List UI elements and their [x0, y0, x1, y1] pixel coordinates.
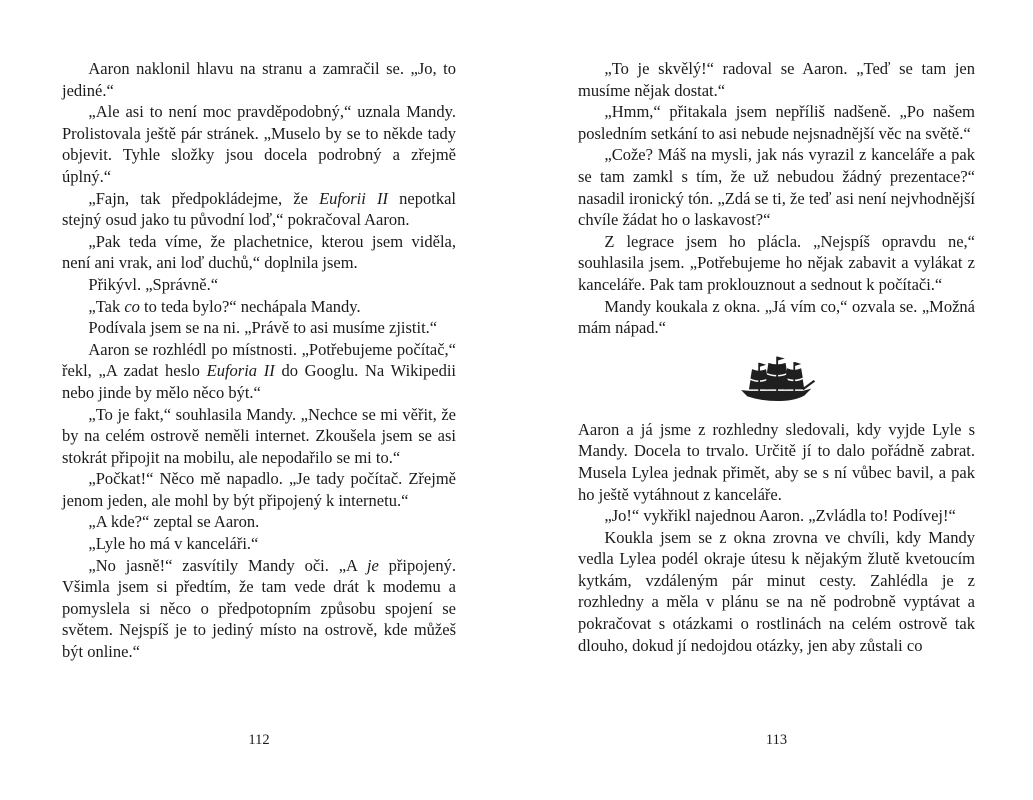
text-segment: „Pak teda víme, že plachetnice, kterou jsem viděla, není ani vrak, ani loď duchů,“ doplnila jsem. [62, 231, 456, 273]
right-page [578, 58, 975, 656]
paragraph [578, 144, 975, 230]
text-segment: do Googlu. Na Wikipedii nebo jinde by mělo něco být.“ [62, 361, 456, 402]
text-segment: „No jasně!“ zasvítily Mandy oči. „A [88, 555, 367, 575]
italic-text-segment: Euforia II [206, 361, 275, 381]
paragraph [62, 231, 456, 274]
text-segment: „A kde?“ zeptal se Aaron. [88, 512, 260, 532]
left-page [62, 58, 456, 663]
paragraph [578, 505, 975, 527]
left-page-number: 112 [248, 732, 270, 748]
paragraph [62, 533, 456, 555]
paragraph [62, 317, 456, 339]
right-page-text-top [578, 58, 975, 339]
paragraph [62, 339, 456, 404]
sailing-ship-icon [738, 355, 816, 405]
paragraph [578, 527, 975, 657]
right-page-number: 113 [765, 732, 788, 748]
text-segment: „Hmm,“ přitakala jsem nepříliš nadšeně. „Po našem posledním setkání to asi nebude nejsnadnější věc na světě.“ [578, 102, 975, 143]
text-segment: „Lyle ho má v kanceláři.“ [88, 534, 259, 554]
text-segment: Aaron naklonil hlavu na stranu a zamračil se. „Jo, to jediné.“ [62, 59, 456, 100]
paragraph [62, 511, 456, 533]
paragraph [62, 296, 456, 318]
paragraph [578, 296, 975, 339]
italic-text-segment: Euforii II [319, 188, 388, 208]
text-segment: „To je skvělý!“ radoval se Aaron. „Teď se tam jen musíme nějak dostat.“ [578, 59, 975, 100]
text-segment: Přikývl. „Správně.“ [88, 274, 219, 294]
text-segment: „Ale asi to není moc pravděpodobný,“ uznala Mandy. Prolistovala ještě pár stránek. „Muselo by se to někde tady objevit. Tyhle složky jsou docela podrobný a zřejmě úplný.“ [62, 102, 456, 186]
paragraph [62, 188, 456, 231]
italic-text-segment: je [366, 555, 379, 575]
paragraph [62, 274, 456, 296]
section-break-ornament [578, 355, 975, 407]
paragraph [578, 101, 975, 144]
paragraph [62, 101, 456, 187]
text-segment: „Počkat!“ Něco mě napadlo. „Je tady počítač. Zřejmě jenom jeden, ale mohl by být připojený k internetu.“ [62, 469, 456, 510]
text-segment: „Jo!“ vykřikl najednou Aaron. „Zvládla to! Podívej!“ [604, 506, 956, 526]
text-segment: připojený. Všimla jsem si předtím, že tam vede drát k modemu a pomyslela si něco o předpotopním způsobu spojení se světem. Nejspíš je to jediný místo na ostrově, kde můžeš být online.“ [62, 555, 456, 662]
text-segment: „Cože? Máš na mysli, jak nás vyrazil z kanceláře a pak se tam zamkl s tím, že už nebudou žádný prezentace?“ nasadil ironický tón. „Zdá se ti, že teď asi není nejvhodnější chvíle žádat ho o laskavost?“ [578, 145, 975, 230]
paragraph [62, 468, 456, 511]
text-segment: Podívala jsem se na ni. „Právě to asi musíme zjistit.“ [88, 318, 438, 338]
italic-text-segment: co [124, 296, 140, 316]
paragraph [62, 58, 456, 101]
text-segment: Koukla jsem se z okna zrovna ve chvíli, kdy Mandy vedla Lylea podél okraje útesu k nějakým žlutě kvetoucím kytkám, vzdáleným pár minut cesty. Zahlédla je z rozhledny a měla v plánu se na ně podrobně vyptávat a pokračovat s otázkami o rostlinách na celém ostrově tak dlouho, dokud jí nedojdou otázky, jen aby zůstali co [578, 527, 975, 655]
text-segment: Z legrace jsem ho plácla. „Nejspíš opravdu ne,“ souhlasila jsem. „Potřebujeme ho nějak zabavit a vylákat z kanceláře. Pak tam proklouznout a sednout k počítači.“ [578, 231, 975, 294]
text-segment: nepotkal stejný osud jako tu původní loď,“ pokračoval Aaron. [62, 188, 456, 230]
paragraph [578, 231, 975, 296]
text-segment: to teda bylo?“ nechápala Mandy. [139, 296, 361, 316]
text-segment: „Fajn, tak předpokládejme, že [88, 188, 320, 208]
text-segment: Aaron se rozhlédl po místnosti. „Potřebujeme počítač,“ řekl, „A zadat heslo [62, 339, 456, 381]
left-page-text [62, 58, 456, 663]
text-segment: „To je fakt,“ souhlasila Mandy. „Nechce se mi věřit, že by na celém ostrově neměli internet. Zkoušela jsem se asi stokrát připojit na mobilu, ale nepodařilo se mi to.“ [62, 404, 456, 467]
paragraph [62, 404, 456, 469]
paragraph [62, 555, 456, 663]
text-segment: Mandy koukala z okna. „Já vím co,“ ozvala se. „Možná mám nápad.“ [578, 296, 975, 338]
right-page-text-bottom [578, 419, 975, 657]
paragraph [578, 419, 975, 505]
text-segment: Aaron a já jsme z rozhledny sledovali, kdy vyjde Lyle s Mandy. Docela to trvalo. Určitě jí to dalo pořádně zabrat. Musela Lylea jednak přimět, aby se s ní vůbec bavil, a pak ho ještě vytáhnout z kanceláře. [578, 419, 975, 504]
paragraph [578, 58, 975, 101]
text-segment: „Tak [88, 296, 125, 316]
